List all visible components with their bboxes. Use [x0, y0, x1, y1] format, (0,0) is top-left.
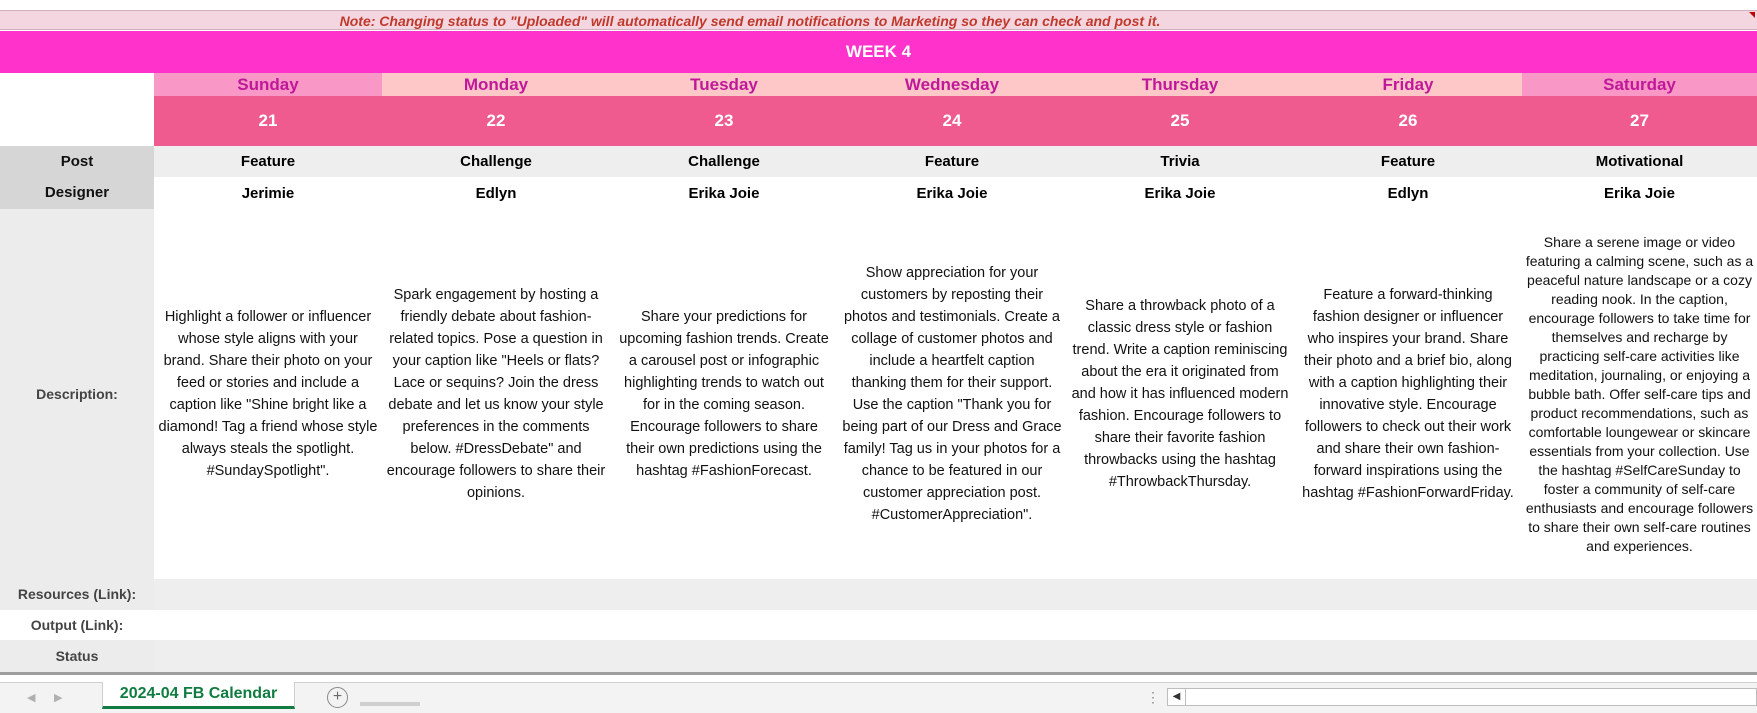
day-name-cell[interactable]: Sunday	[154, 73, 382, 96]
output-row-label[interactable]: Output (Link):	[0, 610, 154, 640]
designer-cell[interactable]: Erika Joie	[688, 184, 760, 202]
date-cell[interactable]: 23	[714, 111, 734, 130]
description-cell[interactable]	[838, 209, 1066, 579]
description-text: Spark engagement by hosting a friendly debate about fashion-related topics. Pose a question in your caption like "Heels or flats? Lace or sequins? Join the dress debate and let us know your style preferences in the comments below. #DressDebate" and encourage followers to share their opinions.	[386, 287, 606, 501]
description-text: Share a throwback photo of a classic dress style or fashion trend. Write a caption reminiscing about the era it originated from and how it has influenced modern fashion. Encourage followers to share their favorite fashion throwbacks using the hashtag #ThrowbackThursday.	[1071, 298, 1289, 490]
designer-row	[154, 177, 1757, 209]
designer-cell[interactable]: Erika Joie	[1144, 184, 1216, 202]
designer-cell[interactable]: Erika Joie	[1604, 184, 1675, 202]
designer-cell[interactable]: Edlyn	[475, 184, 517, 202]
date-cell[interactable]: 21	[258, 111, 278, 130]
description-cell[interactable]	[1066, 209, 1294, 579]
post-row-label[interactable]: Post	[0, 146, 154, 177]
grid-bottom-edge	[0, 672, 1757, 675]
dates-row	[154, 96, 1757, 146]
plus-circle-icon[interactable]: +	[327, 687, 348, 708]
post-row	[154, 146, 1757, 177]
day-name-cell[interactable]: Thursday	[1066, 73, 1294, 96]
description-row-label[interactable]: Description:	[0, 209, 154, 579]
day-name-cell[interactable]: Wednesday	[838, 73, 1066, 96]
post-type-cell[interactable]: Feature	[924, 153, 980, 170]
description-text: Highlight a follower or influencer whose style aligns with your brand. Share their photo on your feed or stories and include a caption like "Shine bright like a diamond! Tag a friend whose style always steals the spotlight. #SundaySpotlight".	[158, 309, 378, 479]
resources-row[interactable]	[154, 579, 1757, 610]
chevron-right-icon[interactable]: ▶	[54, 692, 63, 704]
date-cell[interactable]: 24	[942, 111, 962, 130]
day-name-cell[interactable]: Monday	[382, 73, 610, 96]
description-cell[interactable]	[382, 209, 610, 579]
date-cell[interactable]: 26	[1398, 111, 1418, 130]
post-type-cell[interactable]: Motivational	[1595, 153, 1684, 170]
scrollbar-thumb[interactable]	[360, 702, 420, 706]
sheet-tab-bar	[0, 682, 1757, 713]
description-cell[interactable]	[1522, 209, 1757, 579]
designer-cell[interactable]: Edlyn	[1387, 184, 1429, 202]
description-cell[interactable]	[610, 209, 838, 579]
day-name-cell[interactable]: Saturday	[1522, 73, 1757, 96]
output-row[interactable]	[154, 610, 1757, 640]
date-cell[interactable]: 27	[1630, 111, 1649, 130]
status-row-label[interactable]: Status	[0, 640, 154, 672]
post-type-cell[interactable]: Challenge	[688, 153, 760, 170]
description-text: Share your predictions for upcoming fashion trends. Create a carousel post or infographic highlighting trends to watch out for in the coming season. Encourage followers to share their own predictions using the hashtag #FashionForecast.	[619, 309, 829, 479]
day-name-cell[interactable]: Tuesday	[610, 73, 838, 96]
week-banner[interactable]	[0, 31, 1757, 73]
post-type-cell[interactable]: Trivia	[1160, 153, 1200, 170]
post-type-cell[interactable]: Feature	[240, 153, 296, 170]
day-names-row	[154, 73, 1757, 96]
day-name-cell[interactable]: Friday	[1294, 73, 1522, 96]
description-text: Feature a forward-thinking fashion designer or influencer who inspires your brand. Share their photo and a brief bio, along with a caption highlighting their innovative style. Encourage followers to check out their work and share their own fashion-forward inspirations using the hashtag #FashionForwardFriday.	[1302, 287, 1514, 501]
description-cell[interactable]	[154, 209, 382, 579]
corner-cell[interactable]	[0, 73, 154, 146]
week-title: WEEK 4	[845, 42, 912, 61]
chevron-left-icon[interactable]: ◀	[27, 692, 36, 704]
note-text: Note: Changing status to "Uploaded" will automatically send email notifications to Marketing so they can check and post it.	[339, 13, 1161, 29]
post-type-cell[interactable]: Challenge	[460, 153, 532, 170]
scroll-left-icon[interactable]: ◀	[1168, 689, 1186, 705]
resources-row-label[interactable]: Resources (Link):	[0, 579, 154, 610]
vertical-dots-icon[interactable]: ⋮	[1146, 689, 1160, 705]
horizontal-scrollbar[interactable]	[1167, 688, 1757, 706]
designer-row-label[interactable]: Designer	[0, 177, 154, 209]
date-cell[interactable]: 22	[486, 111, 506, 130]
designer-cell[interactable]: Erika Joie	[916, 184, 988, 202]
description-text: Show appreciation for your customers by reposting their photos and testimonials. Create a collage of customer photos and include a heartfelt caption thanking them for their support. Use the caption "Thank you for being part of our Dress and Grace family! Tag us in your photos for a chance to be featured in our customer appreciation post. #CustomerAppreciation".	[842, 265, 1062, 523]
date-cell[interactable]: 25	[1170, 111, 1190, 130]
note-banner[interactable]	[0, 10, 1757, 30]
description-cell[interactable]	[1294, 209, 1522, 579]
comment-indicator-icon[interactable]	[1749, 12, 1755, 18]
status-row[interactable]	[154, 640, 1757, 672]
description-text: Share a serene image or video featuring a calming scene, such as a peaceful nature landscape or a cozy reading nook. In the caption, encourage followers to take time for themselves and recharge by practicing self-care activities like meditation, journaling, or enjoying a bubble bath. Offer self-care tips and product recommendations, such as comfortable loungewear or skincare essentials from your collection. Use the hashtag #SelfCareSunday to foster a community of self-care enthusiasts and encourage followers to share their own self-care routines and experiences.	[1525, 233, 1754, 554]
designer-cell[interactable]: Jerimie	[241, 184, 295, 202]
description-row	[154, 209, 1757, 579]
sheet-tab-active[interactable]: 2024-04 FB Calendar	[102, 682, 295, 709]
post-type-cell[interactable]: Feature	[1380, 153, 1436, 170]
